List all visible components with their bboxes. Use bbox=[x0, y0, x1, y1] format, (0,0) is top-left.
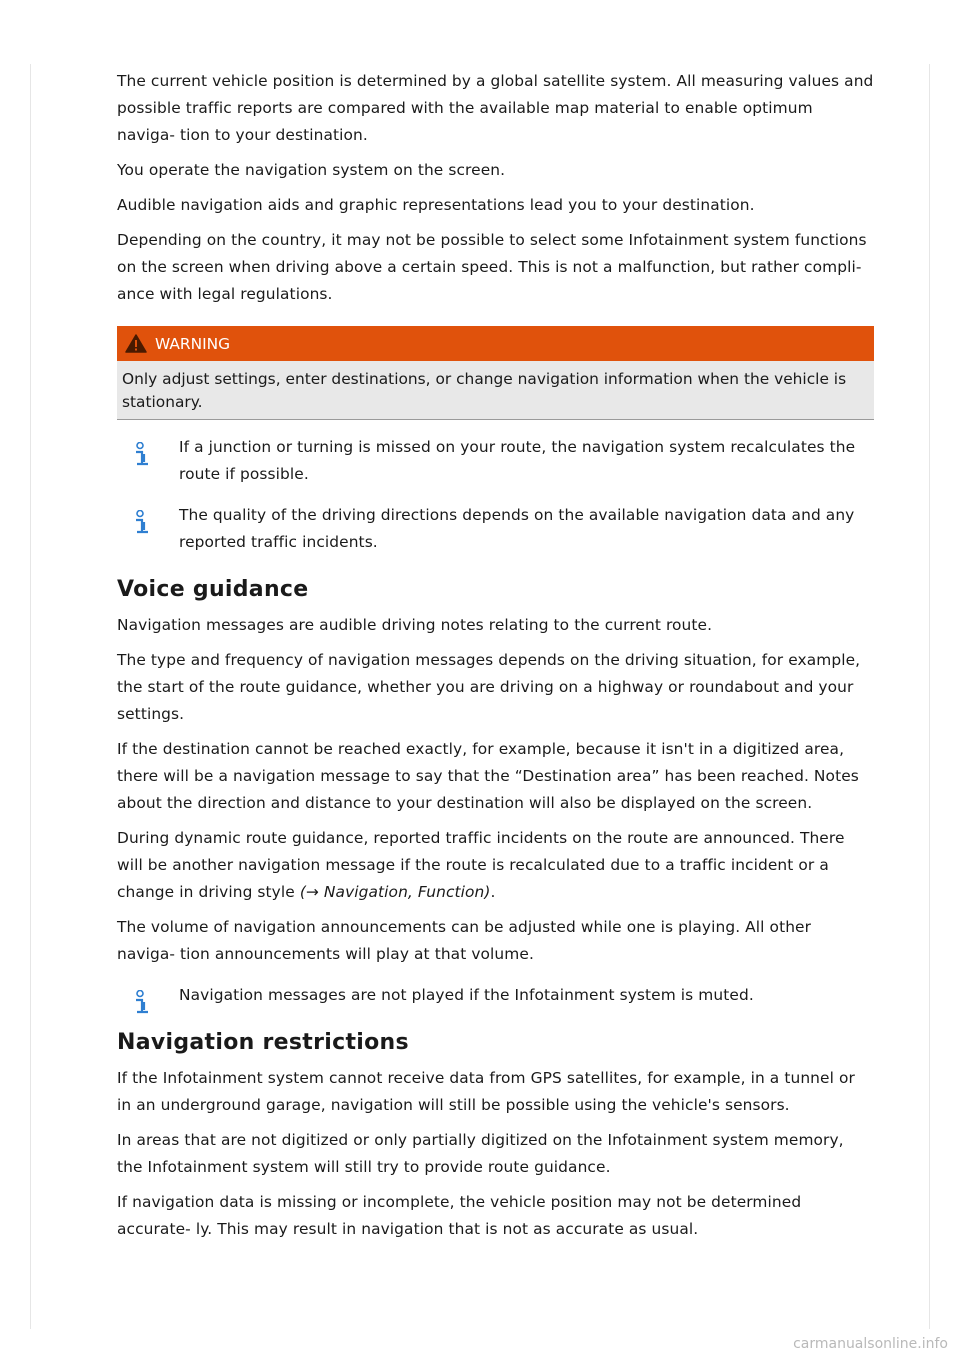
note-text: Navigation messages are not played if the Infotainment system is muted. bbox=[179, 986, 754, 1004]
section-heading-navigation-restrictions: Navigation restrictions bbox=[117, 1030, 409, 1055]
info-note bbox=[117, 502, 874, 556]
warning-box bbox=[117, 326, 874, 420]
restrictions-paragraph-2: In areas that are not digitized or only partially digitized on the Infotainment system memory, the Infotainment system will still try to provide route guidance. bbox=[117, 1131, 844, 1176]
restrictions-paragraph-3: If navigation data is missing or incomplete, the vehicle position may not be determined accurate- ly. This may result in navigation that is not as accurate as usual. bbox=[117, 1193, 802, 1238]
note-text: The quality of the driving directions depends on the available navigation data and any reported traffic incidents. bbox=[179, 506, 855, 551]
info-note bbox=[117, 982, 874, 1009]
right-margin-rule bbox=[929, 64, 930, 1329]
voice-paragraph-4 bbox=[117, 825, 874, 906]
intro-paragraph-2: You operate the navigation system on the screen. bbox=[117, 161, 506, 179]
info-note bbox=[117, 434, 874, 488]
intro-paragraph-3: Audible navigation aids and graphic representations lead you to your destination. bbox=[117, 196, 755, 214]
warning-text: Only adjust settings, enter destinations, or change navigation information when the vehicle is stationary. bbox=[117, 361, 874, 420]
intro-paragraph-1: The current vehicle position is determined by a global satellite system. All measuring values and possible traffic reports are compared with the available map material to enable optimum naviga- tion to your destination. bbox=[117, 72, 874, 144]
voice-paragraph-4-text: During dynamic route guidance, reported traffic incidents on the route are announced. There will be another navigation message if the route is recalculated due to a traffic incident or a change in driving style bbox=[117, 829, 845, 901]
cross-reference-link[interactable]: (→ Navigation, Function) bbox=[299, 883, 491, 901]
info-icon bbox=[134, 990, 150, 1016]
voice-paragraph-5: The volume of navigation announcements can be adjusted while one is playing. All other naviga- tion announcements will play at that volume. bbox=[117, 918, 812, 963]
watermark: carmanualsonline.info bbox=[793, 1336, 948, 1352]
voice-paragraph-2: The type and frequency of navigation messages depends on the driving situation, for example, the start of the route guidance, whether you are driving on a highway or roundabout and your settings. bbox=[117, 651, 861, 723]
warning-triangle-icon bbox=[125, 334, 147, 353]
voice-paragraph-1: Navigation messages are audible driving notes relating to the current route. bbox=[117, 616, 713, 634]
restrictions-paragraph-1: If the Infotainment system cannot receive data from GPS satellites, for example, in a tunnel or in an underground garage, navigation will still be possible using the vehicle's sensors. bbox=[117, 1069, 855, 1114]
page-content bbox=[117, 68, 874, 1243]
info-icon bbox=[134, 442, 150, 468]
note-text: If a junction or turning is missed on your route, the navigation system recalculates the route if possible. bbox=[179, 438, 856, 483]
voice-paragraph-4-end: . bbox=[490, 883, 496, 901]
warning-title: WARNING bbox=[155, 334, 231, 353]
voice-paragraph-3: If the destination cannot be reached exactly, for example, because it isn't in a digitized area, there will be a navigation message to say that the “Destination area” has been reached. Notes about the direction and distance to your destination will also be displayed on the screen. bbox=[117, 740, 859, 812]
warning-header bbox=[117, 326, 874, 361]
intro-paragraph-4: Depending on the country, it may not be possible to select some Infotainment system functions on the screen when driving above a certain speed. This is not a malfunction, but rather compli- ance with legal regulations. bbox=[117, 231, 867, 303]
left-margin-rule bbox=[30, 64, 31, 1329]
info-icon bbox=[134, 510, 150, 536]
section-heading-voice-guidance: Voice guidance bbox=[117, 577, 309, 602]
